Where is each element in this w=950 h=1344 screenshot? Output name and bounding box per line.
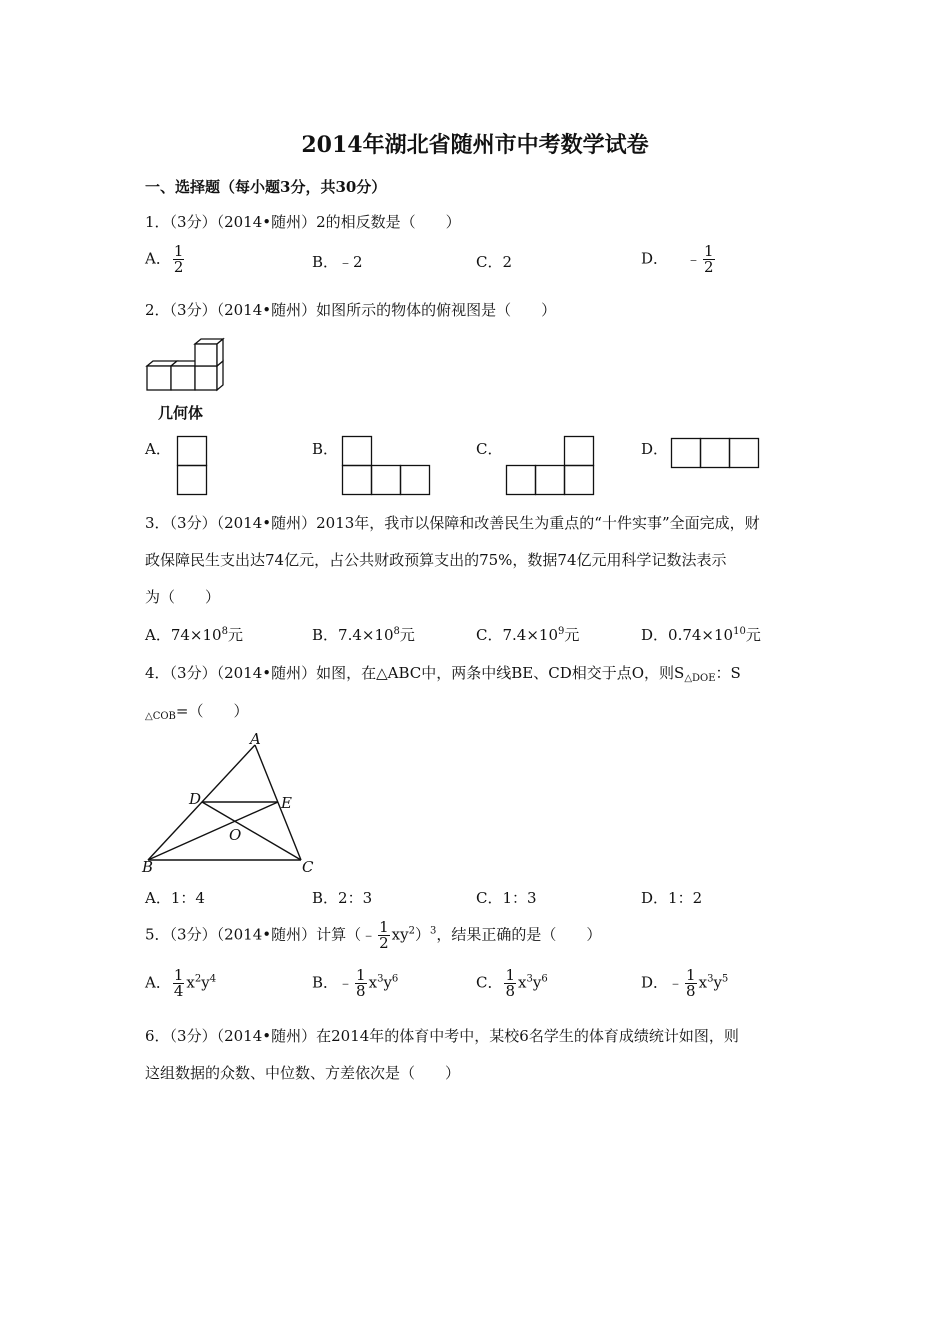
q2-option-c-label: C． xyxy=(476,440,503,458)
fraction xyxy=(504,968,516,999)
triangle-figure xyxy=(140,728,325,876)
unit: 元 xyxy=(745,626,761,644)
variable: y xyxy=(713,973,722,992)
page-title: 2014年湖北省随州市中考数学试卷 xyxy=(301,132,649,158)
fraction xyxy=(173,968,185,999)
numerator: 1 xyxy=(704,242,714,260)
q2-option-b-figure xyxy=(342,436,432,497)
numerator: 1 xyxy=(356,966,366,984)
minus-sign: ﹣ xyxy=(686,249,702,268)
q5-option-b xyxy=(312,968,398,999)
stem-text: ） xyxy=(414,925,430,944)
q4-option-b: B．2：3 xyxy=(312,889,373,907)
exponent: 6 xyxy=(541,973,548,985)
q1-option-d xyxy=(641,244,717,275)
numerator: 1 xyxy=(505,966,516,984)
label-o: O xyxy=(229,826,242,844)
option-label: C． xyxy=(476,973,503,992)
q4-option-d: D．1：2 xyxy=(641,889,703,907)
q5-option-d xyxy=(641,968,728,999)
denominator: 2 xyxy=(704,258,714,276)
exponent: 5 xyxy=(721,973,729,985)
value: C．7.4×10 xyxy=(476,626,558,644)
value: B．7.4×10 xyxy=(312,626,394,644)
stem-text: 4．（3分）（2014•随州）如图，在△ABC中，两条中线BE、CD相交于点O，则S xyxy=(145,664,685,682)
q2-option-b-label: B． xyxy=(312,440,339,458)
stem-text: ，结果正确的是（ ） xyxy=(436,925,602,944)
median-be xyxy=(148,802,278,860)
exponent: 8 xyxy=(393,626,400,637)
variable: x xyxy=(368,973,378,992)
exponent: 2 xyxy=(408,925,415,937)
q2-option-a-label: A． xyxy=(145,440,171,458)
option-label: D． xyxy=(641,973,669,992)
numerator: 1 xyxy=(379,918,389,936)
fraction xyxy=(685,968,697,999)
variable: x xyxy=(698,973,708,992)
stem-text: ：S xyxy=(715,664,741,682)
q2-option-c-figure xyxy=(506,436,596,497)
option-label: D． xyxy=(641,249,669,268)
variable: x xyxy=(186,973,195,992)
solid-figure xyxy=(140,334,230,396)
fraction xyxy=(173,244,185,275)
q2-option-d-figure xyxy=(671,438,761,470)
exponent: 9 xyxy=(558,626,565,637)
question-4-line-2 xyxy=(145,700,248,721)
exponent: 4 xyxy=(209,973,217,985)
value: D．0.74×10 xyxy=(641,626,734,644)
question-3-line-3: 为（ ） xyxy=(145,588,221,606)
fraction xyxy=(378,920,390,951)
variable: xy xyxy=(391,925,409,944)
exponent: 3 xyxy=(526,973,533,985)
option-label: A． xyxy=(145,249,171,268)
label-d: D xyxy=(189,790,202,808)
denominator: 8 xyxy=(356,982,366,1000)
numerator: 1 xyxy=(173,966,184,984)
figure-caption: 几何体 xyxy=(158,404,204,422)
label-c: C xyxy=(302,858,314,876)
q2-option-d-label: D． xyxy=(641,440,669,458)
q5-option-c xyxy=(476,968,548,999)
question-3-line-2: 政保障民生支出达74亿元，占公共财政预算支出的75%，数据74亿元用科学记数法表示 xyxy=(145,551,727,569)
q3-option-a xyxy=(145,624,243,645)
minus-sign: ﹣ xyxy=(668,973,684,992)
question-4-line-1 xyxy=(145,662,741,683)
fraction xyxy=(355,968,367,999)
question-3-line-1: 3．（3分）（2014•随州）2013年，我市以保障和改善民生为重点的“十件实事”全面完成，财 xyxy=(145,514,760,532)
minus-sign: ﹣ xyxy=(338,973,354,992)
question-1-stem: 1．（3分）（2014•随州）2的相反数是（ ） xyxy=(145,213,461,231)
q2-option-a-figure xyxy=(177,436,208,497)
unit: 元 xyxy=(399,626,415,644)
q1-option-a xyxy=(145,244,186,275)
exponent: 6 xyxy=(391,973,399,985)
fraction xyxy=(703,244,715,275)
variable: x xyxy=(518,973,527,992)
q1-option-c: C．2 xyxy=(476,253,513,271)
stem-text: =（ ） xyxy=(175,702,249,720)
q4-option-a: A．1：4 xyxy=(145,889,205,907)
label-b: B xyxy=(142,858,154,876)
exponent: 2 xyxy=(194,973,202,985)
exponent: 3 xyxy=(377,973,384,985)
label-e: E xyxy=(281,794,292,812)
q4-option-c: C．1：3 xyxy=(476,889,537,907)
option-label: B． xyxy=(312,973,339,992)
question-5-stem xyxy=(145,920,601,951)
q3-option-d xyxy=(641,624,761,645)
q3-option-b xyxy=(312,624,415,645)
variable: y xyxy=(532,973,542,992)
exponent: 10 xyxy=(733,626,746,637)
subscript: △DOE xyxy=(684,673,716,684)
label-a: A xyxy=(250,730,261,748)
exponent: 3 xyxy=(430,925,437,937)
subscript: △COB xyxy=(145,711,176,722)
q3-option-c xyxy=(476,624,579,645)
unit: 元 xyxy=(227,626,243,644)
denominator: 2 xyxy=(173,258,184,276)
denominator: 4 xyxy=(173,982,184,1000)
question-2-stem: 2．（3分）（2014•随州）如图所示的物体的俯视图是（ ） xyxy=(145,301,557,319)
q1-option-b: B．﹣2 xyxy=(312,253,363,271)
exponent: 3 xyxy=(707,973,714,985)
numerator: 1 xyxy=(686,966,696,984)
numerator: 1 xyxy=(173,242,184,260)
variable: y xyxy=(383,973,392,992)
stem-text: 5．（3分）（2014•随州）计算（﹣ xyxy=(145,925,377,944)
section-heading: 一、选择题（每小题3分，共30分） xyxy=(145,178,387,196)
question-6-line-1: 6．（3分）（2014•随州）在2014年的体育中考中，某校6名学生的体育成绩统计如图，则 xyxy=(145,1027,739,1045)
denominator: 8 xyxy=(505,982,516,1000)
exponent: 8 xyxy=(221,626,228,637)
variable: y xyxy=(201,973,210,992)
unit: 元 xyxy=(564,626,580,644)
option-label: A． xyxy=(145,973,171,992)
q5-option-a xyxy=(145,968,216,999)
denominator: 8 xyxy=(686,982,696,1000)
value: A．74×10 xyxy=(145,626,222,644)
denominator: 2 xyxy=(379,934,389,952)
question-6-line-2: 这组数据的众数、中位数、方差依次是（ ） xyxy=(145,1064,461,1082)
